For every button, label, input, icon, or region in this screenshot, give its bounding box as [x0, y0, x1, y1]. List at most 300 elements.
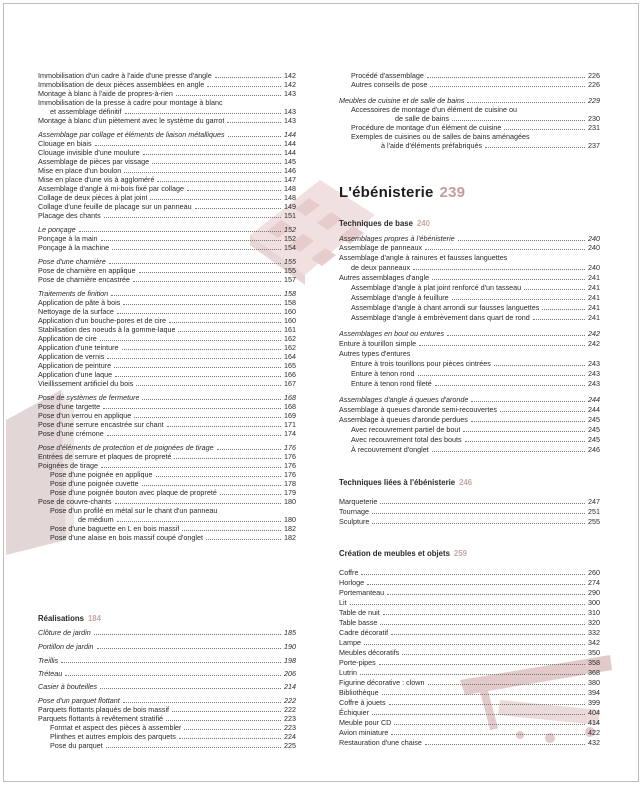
toc-entry[interactable] [38, 80, 296, 89]
toc-entry[interactable] [38, 148, 296, 157]
entry-title: Placage des chants [38, 211, 101, 220]
toc-entry[interactable] [339, 578, 600, 587]
toc-entry[interactable] [38, 411, 296, 420]
section-title: Création de meubles et objets [339, 549, 450, 558]
entry-title: Application de peinture [38, 361, 112, 370]
entry-title: Assemblages d'angle à queues d'aronde [339, 395, 469, 404]
entry-title: Autres types d'entures [339, 349, 411, 358]
entry-title: Application d'une teinture [38, 343, 119, 352]
entry-page: 260 [588, 568, 600, 577]
entry-title: Assemblage de panneaux [339, 243, 423, 252]
entry-title: Enture à tenon rond [351, 369, 415, 378]
entry-page: 225 [284, 741, 296, 750]
entry-title: Application de cire [38, 334, 97, 343]
toc-entry[interactable] [38, 352, 296, 361]
entry-page: 144 [284, 148, 296, 157]
toc-entry[interactable] [38, 139, 296, 148]
section-page: 184 [87, 614, 101, 623]
toc-entry[interactable] [339, 598, 600, 607]
toc-entry[interactable] [339, 71, 600, 80]
entry-page: 223 [284, 714, 296, 723]
toc-entry[interactable] [38, 379, 296, 388]
toc-entry[interactable] [339, 141, 600, 150]
entry-page: 358 [588, 658, 600, 667]
entry-title: Parquets flottants plaqués de bois massif [38, 705, 170, 714]
section-heading-creation[interactable] [339, 549, 467, 558]
toc-entry[interactable] [38, 89, 296, 98]
toc-entry[interactable] [339, 293, 600, 302]
toc-entry[interactable] [339, 105, 600, 114]
toc-entry[interactable] [339, 405, 600, 414]
entry-title: Application d'un bouche-pores et de cire [38, 316, 167, 325]
entry-page: 274 [588, 578, 600, 587]
section-page: 240 [416, 219, 430, 228]
entry-title: Pose de charnière en applique [38, 266, 136, 275]
entry-page: 222 [284, 696, 296, 705]
toc-entry[interactable] [38, 307, 296, 316]
toc-entry[interactable] [339, 628, 600, 637]
entry-page: 290 [588, 588, 600, 597]
toc-entry[interactable] [38, 515, 296, 524]
toc-entry[interactable] [38, 325, 296, 334]
entry-page: 174 [284, 429, 296, 438]
entry-page: 143 [284, 89, 296, 98]
entry-page: 142 [284, 80, 296, 89]
toc-entry[interactable] [339, 80, 600, 89]
entry-page: 158 [284, 289, 296, 298]
entry-title: Pose d'un parquet flottant [38, 696, 120, 705]
entry-title: Traitements de finition [38, 289, 109, 298]
toc-subheading[interactable] [38, 289, 296, 298]
toc-entry[interactable] [38, 370, 296, 379]
toc-entry[interactable] [38, 705, 296, 714]
entry-page: 143 [284, 116, 296, 125]
entry-page: 237 [588, 141, 600, 150]
toc-entry[interactable] [38, 479, 296, 488]
toc-entry[interactable] [339, 253, 600, 262]
entry-title: Stabilisation des noeuds à la gomme-laque [38, 325, 176, 334]
toc-entry[interactable] [339, 425, 600, 434]
entry-title: Pose d'une poignée en applique [50, 470, 153, 479]
toc-entry[interactable] [339, 435, 600, 444]
entry-page: 160 [284, 316, 296, 325]
toc-subheading[interactable] [38, 257, 296, 266]
part-title: L'ébénisterie [339, 184, 434, 201]
toc-entry[interactable] [339, 132, 600, 141]
entry-title: Pose d'une poignée cuvette [50, 479, 139, 488]
entry-title: Lampe [339, 638, 361, 647]
toc-entry[interactable] [38, 316, 296, 325]
entry-title: Assemblage à queues d'aronde perdues [339, 415, 468, 424]
toc-entry[interactable] [38, 732, 296, 741]
toc-entry[interactable] [339, 123, 600, 132]
section-heading-realisations[interactable] [38, 614, 101, 623]
entry-page: 245 [588, 415, 600, 424]
entry-title: Restauration d'une chaise [339, 738, 422, 747]
entry-title: Meubles décoratifs [339, 648, 400, 657]
toc-subheading[interactable] [38, 443, 296, 452]
toc-entry[interactable] [38, 243, 296, 252]
toc-entry[interactable] [339, 349, 600, 358]
entry-page: 161 [284, 325, 296, 334]
entry-title: Assemblages en bout ou entures [339, 329, 445, 338]
entry-page: 182 [284, 524, 296, 533]
entry-title: Procédure de montage d'un élément de cuisine [351, 123, 502, 132]
toc-entry[interactable] [38, 211, 296, 220]
entry-title: Figurine décorative : clown [339, 678, 425, 687]
toc-entry[interactable] [339, 507, 600, 516]
toc-entry[interactable] [339, 718, 600, 727]
entry-title: de médium [78, 515, 114, 524]
section-title: Techniques liées à l'ébénisterie [339, 478, 456, 487]
toc-entry[interactable] [339, 608, 600, 617]
toc-entry[interactable] [38, 402, 296, 411]
entry-title: Clôture de jardin [38, 628, 91, 637]
entry-page: 231 [588, 123, 600, 132]
entry-title: Pose de couvre-chants [38, 497, 112, 506]
entry-title: Lutrin [339, 668, 357, 677]
toc-entry[interactable] [339, 688, 600, 697]
toc-entry[interactable] [38, 175, 296, 184]
toc-entry[interactable] [339, 445, 600, 454]
entry-title: Application de pâte à bois [38, 298, 121, 307]
toc-entry[interactable] [38, 420, 296, 429]
entry-page: 180 [284, 515, 296, 524]
entry-title: Immobilisation de la presse à cadre pour montage à blanc [38, 98, 223, 107]
entry-title: Pose d'un profilé en métal sur le chant d'un panneau [50, 506, 218, 515]
entry-page: 226 [588, 80, 600, 89]
entry-title: Pose d'une serrure encastrée sur chant [38, 420, 164, 429]
entry-page: 244 [588, 395, 600, 404]
entry-title: Collage d'une feuille de placage sur un panneau [38, 202, 192, 211]
entry-page: 242 [588, 339, 600, 348]
toc-entry[interactable] [339, 313, 600, 322]
entry-page: 300 [588, 598, 600, 607]
toc-entry[interactable] [38, 696, 296, 705]
toc-entry[interactable] [38, 506, 296, 515]
entry-title: Montage à blanc à l'aide de propres-à-rien [38, 89, 173, 98]
entry-page: 240 [588, 234, 600, 243]
entry-page: 243 [588, 369, 600, 378]
entry-title: Avec recouvrement partiel de bout [351, 425, 461, 434]
section-heading-techniques[interactable] [339, 219, 430, 228]
entry-page: 320 [588, 618, 600, 627]
entry-page: 206 [284, 669, 296, 678]
entry-title: Assemblage d'angle à mi-bois fixé par collage [38, 184, 184, 193]
toc-entry[interactable] [38, 488, 296, 497]
entry-title: Table de nuit [339, 608, 380, 617]
entry-title: Pose d'une charnière [38, 257, 106, 266]
entry-title: Pose d'une alaise en bois massif coupé d'onglet [50, 533, 203, 542]
entry-page: 198 [284, 656, 296, 665]
toc-entry[interactable] [339, 708, 600, 717]
toc-entry[interactable] [38, 116, 296, 125]
toc-entry[interactable] [38, 533, 296, 542]
toc-entry[interactable] [38, 723, 296, 732]
entry-page: 146 [284, 166, 296, 175]
toc-entry[interactable] [339, 738, 600, 747]
entry-page: 245 [588, 435, 600, 444]
entry-title: à l'aide d'éléments préfabriqués [381, 141, 483, 150]
entry-title: Table basse [339, 618, 378, 627]
entry-title: Entrées de serrure et plaques de propreté [38, 452, 172, 461]
entry-page: 157 [284, 275, 296, 284]
entry-title: Assemblage d'angle à chant arrondi sur fausses languettes [351, 303, 540, 312]
toc-entry[interactable] [339, 648, 600, 657]
entry-page: 432 [588, 738, 600, 747]
entry-page: 241 [588, 283, 600, 292]
entry-title: Assemblage par collage et éléments de liaison métalliques [38, 130, 225, 139]
entry-page: 182 [284, 533, 296, 542]
entry-page: 244 [588, 405, 600, 414]
entry-title: Assemblages propres à l'ébénisterie [339, 234, 455, 243]
toc-entry[interactable] [339, 415, 600, 424]
entry-page: 148 [284, 193, 296, 202]
entry-page: 414 [588, 718, 600, 727]
entry-page: 245 [588, 425, 600, 434]
entry-title: Procédé d'assemblage [351, 71, 424, 80]
entry-title: Assemblage d'angle à feuillure [351, 293, 449, 302]
entry-page: 180 [284, 497, 296, 506]
toc-entry[interactable] [38, 714, 296, 723]
entry-page: 241 [588, 303, 600, 312]
entry-page: 164 [284, 352, 296, 361]
entry-title: Application d'une laque [38, 370, 113, 379]
entry-page: 255 [588, 517, 600, 526]
toc-entry[interactable] [38, 71, 296, 80]
entry-title: Ponçage à la machine [38, 243, 110, 252]
toc-entry[interactable] [38, 298, 296, 307]
toc-entry[interactable] [38, 628, 296, 637]
entry-page: 214 [284, 682, 296, 691]
entry-page: 342 [588, 638, 600, 647]
toc-entry[interactable] [339, 638, 600, 647]
toc-entry[interactable] [339, 517, 600, 526]
entry-page: 185 [284, 628, 296, 637]
entry-title: Assemblage à queues d'aronde semi-recouvertes [339, 405, 497, 414]
toc-entry[interactable] [38, 166, 296, 175]
entry-title: Pose de systèmes de fermeture [38, 393, 140, 402]
toc-entry[interactable] [38, 642, 296, 651]
entry-page: 222 [284, 705, 296, 714]
toc-entry[interactable] [38, 461, 296, 470]
toc-entry[interactable] [38, 669, 296, 678]
entry-title: Immobilisation d'un cadre à l'aide d'une presse d'angle [38, 71, 212, 80]
entry-title: Montage à blanc d'un piètement avec le système du garrot [38, 116, 225, 125]
entry-page: 241 [588, 273, 600, 282]
toc-subheading[interactable] [339, 96, 600, 105]
entry-title: Enture à tourillon simple [339, 339, 417, 348]
entry-title: Portillon de jardin [38, 642, 94, 651]
toc-entry[interactable] [339, 658, 600, 667]
toc-entry[interactable] [38, 234, 296, 243]
entry-title: Casier à bouteilles [38, 682, 98, 691]
entry-page: 152 [284, 234, 296, 243]
toc-entry[interactable] [339, 359, 600, 368]
section-title: Réalisations [38, 614, 84, 623]
toc-entry[interactable] [38, 184, 296, 193]
toc-entry[interactable] [38, 741, 296, 750]
entry-title: Enture à trois tourillons pour pièces cintrées [351, 359, 491, 368]
entry-title: Échiquier [339, 708, 369, 717]
entry-title: Assemblage de pièces par vissage [38, 157, 150, 166]
toc-entry[interactable] [339, 728, 600, 737]
toc-entry[interactable] [339, 303, 600, 312]
entry-title: Marqueterie [339, 497, 378, 506]
toc-entry[interactable] [339, 698, 600, 707]
entry-title: Autres assemblages d'angle [339, 273, 430, 282]
part-heading-ebenisterie[interactable] [339, 184, 465, 201]
toc-entry[interactable] [38, 470, 296, 479]
toc-subheading[interactable] [339, 395, 600, 404]
entry-page: 168 [284, 402, 296, 411]
toc-entry[interactable] [38, 275, 296, 284]
toc-subheading[interactable] [339, 329, 600, 338]
toc-entry[interactable] [38, 334, 296, 343]
toc-entry[interactable] [38, 682, 296, 691]
entry-title: Portemanteau [339, 588, 385, 597]
entry-page: 148 [284, 184, 296, 193]
entry-page: 243 [588, 379, 600, 388]
entry-title: Assemblage d'angle à plat joint renforcé d'un tasseau [351, 283, 522, 292]
toc-entry[interactable] [339, 273, 600, 282]
entry-title: Tournage [339, 507, 369, 516]
entry-page: 155 [284, 266, 296, 275]
entry-page: 241 [588, 293, 600, 302]
toc-entry[interactable] [38, 452, 296, 461]
toc-entry[interactable] [38, 497, 296, 506]
toc-entry[interactable] [339, 588, 600, 597]
entry-title: À recouvrement d'onglet [351, 445, 429, 454]
entry-title: Sculpture [339, 517, 370, 526]
entry-page: 176 [284, 443, 296, 452]
toc-entry[interactable] [38, 361, 296, 370]
toc-entry[interactable] [38, 98, 296, 107]
toc-entry[interactable] [38, 524, 296, 533]
entry-title: Pose d'un verrou en applique [38, 411, 132, 420]
toc-entry[interactable] [38, 343, 296, 352]
entry-page: 171 [284, 420, 296, 429]
entry-page: 149 [284, 202, 296, 211]
entry-title: de salle de bains [395, 114, 449, 123]
entry-page: 158 [284, 298, 296, 307]
entry-title: Le ponçage [38, 225, 76, 234]
entry-title: Avion miniature [339, 728, 389, 737]
entry-title: Mise en place d'une vis à aggloméré [38, 175, 155, 184]
entry-title: et assemblage définitif [50, 107, 122, 116]
entry-page: 178 [284, 479, 296, 488]
toc-entry[interactable] [38, 202, 296, 211]
entry-title: Coffre à jouets [339, 698, 386, 707]
entry-page: 350 [588, 648, 600, 657]
toc-entry[interactable] [339, 339, 600, 348]
toc-entry[interactable] [339, 114, 600, 123]
entry-title: Clouage invisible d'une moulure [38, 148, 140, 157]
entry-title: Pose d'éléments de protection et de poignées de tirage [38, 443, 214, 452]
section-page: 259 [453, 549, 467, 558]
entry-page: 176 [284, 470, 296, 479]
entry-page: 162 [284, 343, 296, 352]
entry-title: Lit [339, 598, 347, 607]
entry-page: 332 [588, 628, 600, 637]
entry-title: Tréteau [38, 669, 63, 678]
toc-entry[interactable] [339, 243, 600, 252]
toc-entry[interactable] [339, 379, 600, 388]
entry-title: Ponçage à la main [38, 234, 98, 243]
toc-entry[interactable] [339, 678, 600, 687]
entry-page: 168 [284, 393, 296, 402]
entry-title: de deux panneaux [351, 263, 411, 272]
entry-title: Exemples de cuisines ou de salles de bains aménagées [351, 132, 530, 141]
entry-page: 399 [588, 698, 600, 707]
entry-page: 142 [284, 71, 296, 80]
entry-page: 230 [588, 114, 600, 123]
entry-page: 179 [284, 488, 296, 497]
toc-entry[interactable] [38, 266, 296, 275]
entry-title: Meuble pour CD [339, 718, 392, 727]
entry-page: 169 [284, 411, 296, 420]
section-heading-techniques-liees[interactable] [339, 478, 472, 487]
toc-entry[interactable] [38, 656, 296, 665]
entry-title: Pose du parquet [50, 741, 103, 750]
toc-entry[interactable] [339, 263, 600, 272]
entry-page: 241 [588, 313, 600, 322]
entry-page: 394 [588, 688, 600, 697]
entry-page: 151 [284, 211, 296, 220]
entry-title: Vieillissement artificiel du bois [38, 379, 134, 388]
toc-entry[interactable] [38, 193, 296, 202]
toc-entry[interactable] [38, 157, 296, 166]
entry-title: Pose d'une baguette en L en bois massif [50, 524, 180, 533]
entry-page: 144 [284, 139, 296, 148]
toc-entry[interactable] [339, 369, 600, 378]
toc-entry[interactable] [339, 497, 600, 506]
toc-subheading[interactable] [38, 130, 296, 139]
entry-page: 165 [284, 361, 296, 370]
entry-page: 368 [588, 668, 600, 677]
entry-title: Application de vernis [38, 352, 105, 361]
entry-title: Meubles de cuisine et de salle de bains [339, 96, 465, 105]
toc-entry[interactable] [339, 668, 600, 677]
entry-title: Plinthes et autres emplois des parquets [50, 732, 176, 741]
entry-page: 246 [588, 445, 600, 454]
entry-title: Pose de charnière encastrée [38, 275, 130, 284]
entry-title: Pose d'une targette [38, 402, 101, 411]
toc-subheading[interactable] [38, 393, 296, 402]
entry-title: Format et aspect des pièces à assembler [50, 723, 182, 732]
entry-page: 240 [588, 263, 600, 272]
entry-page: 240 [588, 243, 600, 252]
entry-page: 226 [588, 71, 600, 80]
toc-entry[interactable] [339, 283, 600, 292]
entry-title: Avec recouvrement total des bouts [351, 435, 462, 444]
toc-subheading[interactable] [38, 225, 296, 234]
toc-subheading[interactable] [339, 234, 600, 243]
entry-page: 167 [284, 379, 296, 388]
entry-title: Assemblage d'angle à embrèvement dans quart de rond [351, 313, 530, 322]
toc-entry[interactable] [339, 618, 600, 627]
entry-title: Bibliothèque [339, 688, 379, 697]
entry-title: Cadre décoratif [339, 628, 389, 637]
entry-title: Nettoyage de la surface [38, 307, 114, 316]
entry-title: Treillis [38, 656, 59, 665]
entry-page: 155 [284, 257, 296, 266]
toc-entry[interactable] [38, 429, 296, 438]
toc-entry[interactable] [38, 107, 296, 116]
toc-entry[interactable] [339, 568, 600, 577]
entry-page: 247 [588, 497, 600, 506]
entry-page: 145 [284, 157, 296, 166]
